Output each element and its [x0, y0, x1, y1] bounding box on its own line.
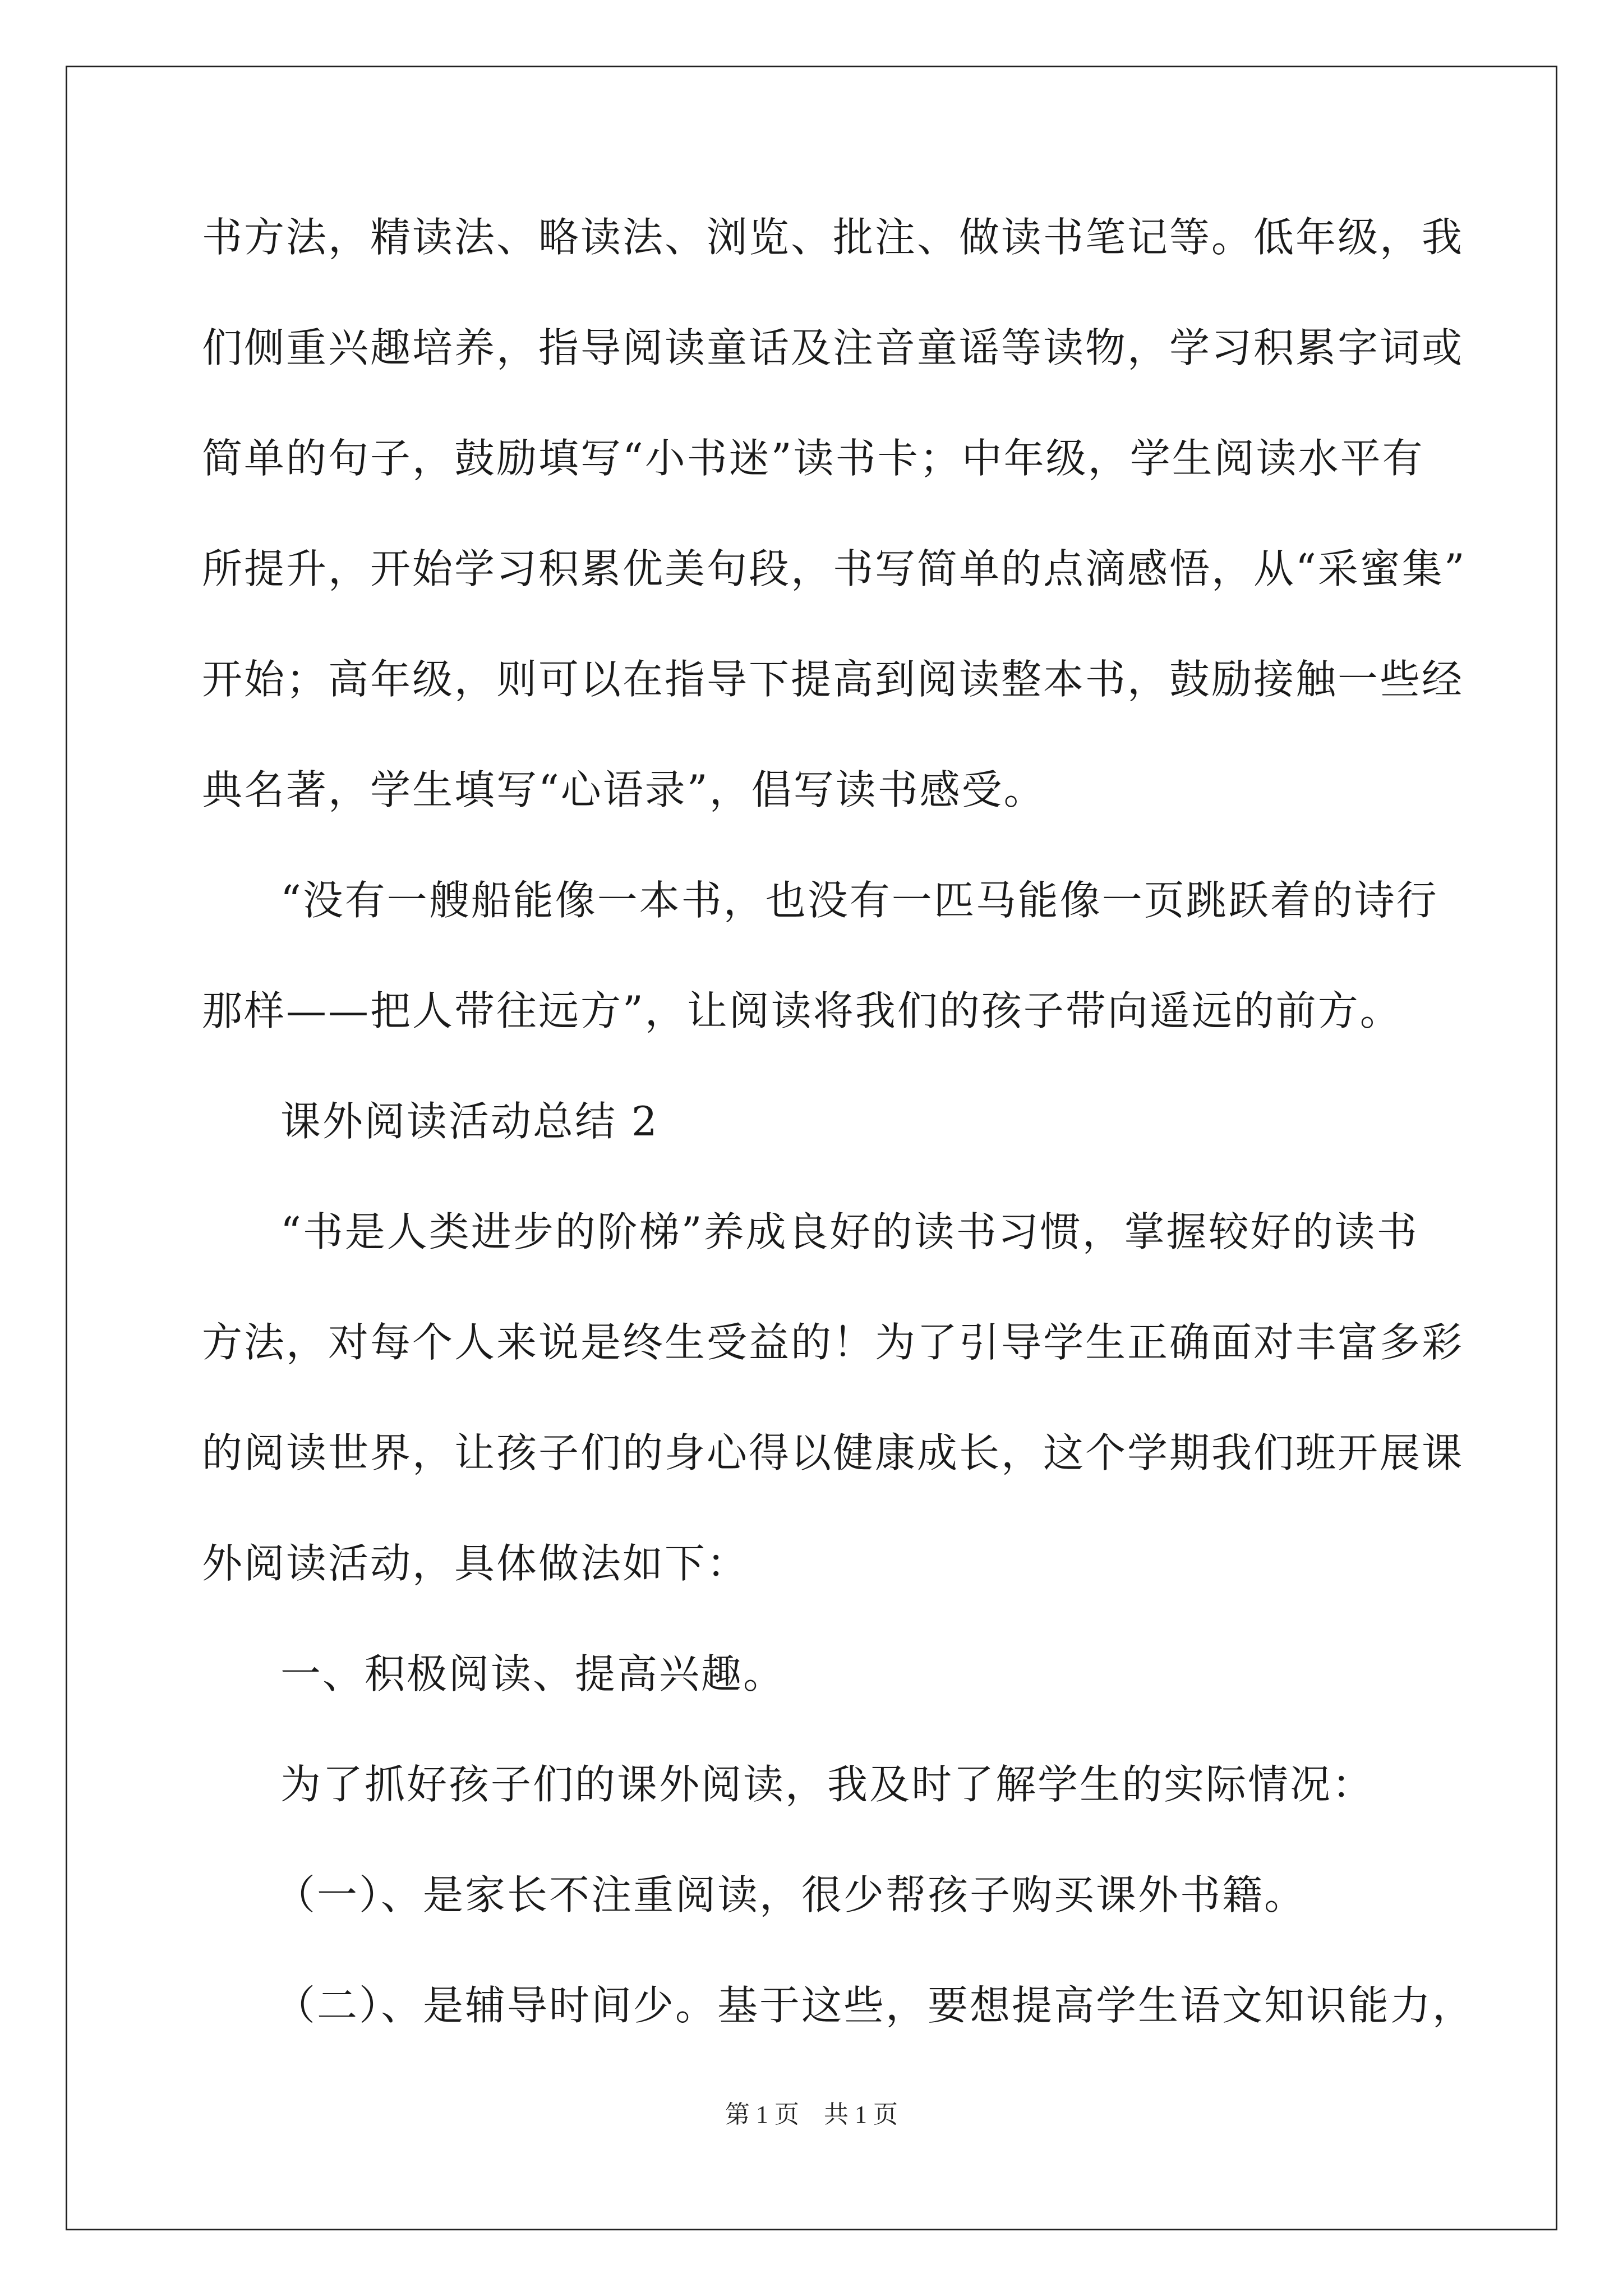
text-line: 开始；高年级，则可以在指导下提高到阅读整本书，鼓励接触一些经	[202, 656, 1464, 703]
section-heading: 课外阅读活动总结 2	[280, 1098, 659, 1145]
text-line: 那样——把人带往远方”，让阅读将我们的孩子带向遥远的前方。	[202, 987, 1402, 1034]
text-line: 方法，对每个人来说是终生受益的！为了引导学生正确面对丰富多彩	[202, 1319, 1464, 1366]
text-line: 典名著，学生填写“心语录”，倡写读书感受。	[202, 766, 1046, 813]
text-line: “没有一艘船能像一本书，也没有一匹马能像一页跳跃着的诗行	[280, 877, 1438, 924]
text-line: 简单的句子，鼓励填写“小书迷”读书卡；中年级，学生阅读水平有	[202, 435, 1424, 482]
text-line: 一、积极阅读、提高兴趣。	[280, 1650, 786, 1697]
text-line: 书方法，精读法、略读法、浏览、批注、做读书笔记等。低年级，我	[202, 214, 1464, 261]
text-line: 的阅读世界，让孩子们的身心得以健康成长，这个学期我们班开展课	[202, 1429, 1464, 1476]
text-line: （一）、是家长不注重阅读，很少帮孩子购买课外书籍。	[275, 1871, 1307, 1918]
text-line: （二）、是辅导时间少。基于这些，要想提高学生语文知识能力，	[275, 1982, 1475, 2029]
page-number-footer: 第 1 页 共 1 页	[725, 2101, 898, 2128]
text-line: 所提升，开始学习积累优美句段，书写简单的点滴感悟，从“采蜜集”	[202, 545, 1467, 592]
text-line: 外阅读活动，具体做法如下：	[202, 1540, 749, 1587]
text-line: “书是人类进步的阶梯”养成良好的读书习惯，掌握较好的读书	[280, 1208, 1419, 1255]
text-line: 们侧重兴趣培养，指导阅读童话及注音童谣等读物，学习积累字词或	[202, 324, 1464, 371]
text-line: 为了抓好孩子们的课外阅读，我及时了解学生的实际情况：	[280, 1761, 1375, 1808]
